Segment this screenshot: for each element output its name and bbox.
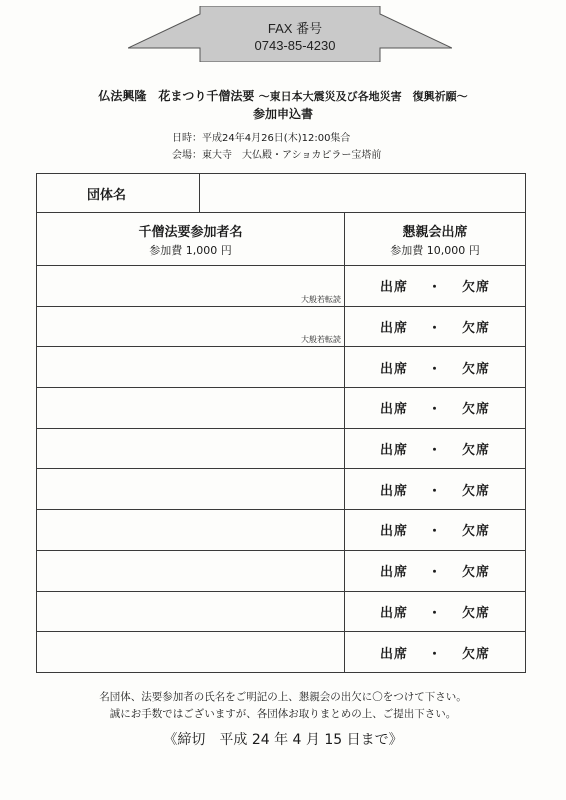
participant-name-field[interactable] bbox=[37, 632, 345, 673]
participants-header bbox=[37, 213, 345, 266]
participants-fee: 参加費 1,000 円 bbox=[149, 243, 232, 257]
option-separator: ・ bbox=[427, 443, 442, 459]
option-separator: ・ bbox=[427, 483, 442, 499]
attend-option[interactable]: 出席 bbox=[379, 524, 408, 540]
daihannya-note: 大般若転読 bbox=[301, 294, 341, 304]
participant-name-field[interactable] bbox=[37, 347, 345, 388]
absent-option[interactable]: 欠席 bbox=[462, 361, 491, 377]
group-name-label: 団体名 bbox=[37, 174, 200, 213]
absent-option[interactable]: 欠席 bbox=[462, 565, 491, 581]
daihannya-note: 大般若転読 bbox=[301, 335, 341, 345]
attendance-choice bbox=[345, 388, 526, 429]
attend-option[interactable]: 出席 bbox=[379, 443, 408, 459]
participant-name-field[interactable] bbox=[37, 591, 345, 632]
participant-row bbox=[37, 266, 526, 307]
participant-row bbox=[37, 306, 526, 347]
attendance-choice bbox=[345, 469, 526, 510]
absent-option[interactable]: 欠席 bbox=[462, 321, 491, 337]
participant-name-field[interactable] bbox=[37, 388, 345, 429]
option-separator: ・ bbox=[427, 361, 442, 377]
event-venue: 会場：東大寺 大仏殿・アショカピラー宝塔前 bbox=[172, 150, 382, 161]
attend-option[interactable]: 出席 bbox=[379, 605, 408, 621]
attend-option[interactable]: 出席 bbox=[379, 361, 408, 377]
participant-row bbox=[37, 347, 526, 388]
participant-row bbox=[37, 632, 526, 673]
option-separator: ・ bbox=[427, 280, 442, 296]
instruction-line-1: 名団体、法要参加者の氏名をご明記の上、懇親会の出欠に〇をつけて下さい。 bbox=[99, 691, 467, 703]
participant-row bbox=[37, 388, 526, 429]
attendance-choice bbox=[345, 306, 526, 347]
attend-option[interactable]: 出席 bbox=[379, 321, 408, 337]
deadline-notice: 《締切 平成 24 年 4 月 15 日まで》 bbox=[163, 732, 403, 748]
participant-row bbox=[37, 591, 526, 632]
option-separator: ・ bbox=[427, 565, 442, 581]
participant-name-field[interactable] bbox=[37, 266, 345, 307]
option-separator: ・ bbox=[427, 524, 442, 540]
participant-name-field[interactable] bbox=[37, 550, 345, 591]
attendance-choice bbox=[345, 632, 526, 673]
event-date: 日時：平成24年4月26日(木)12:00集合 bbox=[172, 133, 351, 144]
group-name-field[interactable] bbox=[200, 174, 526, 213]
participant-row bbox=[37, 428, 526, 469]
attend-option[interactable]: 出席 bbox=[379, 565, 408, 581]
event-title-main: 仏法興隆 花まつり千僧法要 bbox=[98, 89, 255, 103]
participants-header-label: 千僧法要参加者名 bbox=[138, 224, 243, 240]
attend-option[interactable]: 出席 bbox=[379, 402, 408, 418]
option-separator: ・ bbox=[427, 321, 442, 337]
participant-row bbox=[37, 469, 526, 510]
reception-fee: 参加費 10,000 円 bbox=[390, 243, 480, 257]
option-separator: ・ bbox=[427, 402, 442, 418]
fax-label: FAX 番号 bbox=[267, 21, 323, 36]
participant-row bbox=[37, 550, 526, 591]
attendance-choice bbox=[345, 591, 526, 632]
participant-name-field[interactable] bbox=[37, 306, 345, 347]
participant-name-field[interactable] bbox=[37, 469, 345, 510]
application-form-table bbox=[36, 173, 526, 673]
reception-header bbox=[345, 213, 526, 266]
fax-number: 0743-85-4230 bbox=[254, 38, 336, 53]
participant-name-field[interactable] bbox=[37, 510, 345, 551]
event-title bbox=[0, 87, 566, 104]
reception-header-label: 懇親会出席 bbox=[402, 224, 468, 240]
attend-option[interactable]: 出席 bbox=[379, 646, 408, 662]
option-separator: ・ bbox=[427, 605, 442, 621]
instruction-line-2: 誠にお手数ではございますが、各団体お取りまとめの上、ご提出下さい。 bbox=[109, 708, 457, 720]
attend-option[interactable]: 出席 bbox=[379, 483, 408, 499]
attend-option[interactable]: 出席 bbox=[379, 280, 408, 296]
absent-option[interactable]: 欠席 bbox=[462, 280, 491, 296]
form-title: 参加申込書 bbox=[252, 107, 313, 121]
attendance-choice bbox=[345, 266, 526, 307]
participant-name-field[interactable] bbox=[37, 428, 345, 469]
absent-option[interactable]: 欠席 bbox=[462, 524, 491, 540]
fax-info bbox=[200, 20, 390, 54]
attendance-choice bbox=[345, 510, 526, 551]
participant-row bbox=[37, 510, 526, 551]
attendance-choice bbox=[345, 550, 526, 591]
attendance-choice bbox=[345, 428, 526, 469]
absent-option[interactable]: 欠席 bbox=[462, 443, 491, 459]
absent-option[interactable]: 欠席 bbox=[462, 483, 491, 499]
absent-option[interactable]: 欠席 bbox=[462, 646, 491, 662]
event-title-sub: ～東日本大震災及び各地災害 復興祈願～ bbox=[258, 90, 468, 103]
absent-option[interactable]: 欠席 bbox=[462, 402, 491, 418]
absent-option[interactable]: 欠席 bbox=[462, 605, 491, 621]
attendance-choice bbox=[345, 347, 526, 388]
option-separator: ・ bbox=[427, 646, 442, 662]
